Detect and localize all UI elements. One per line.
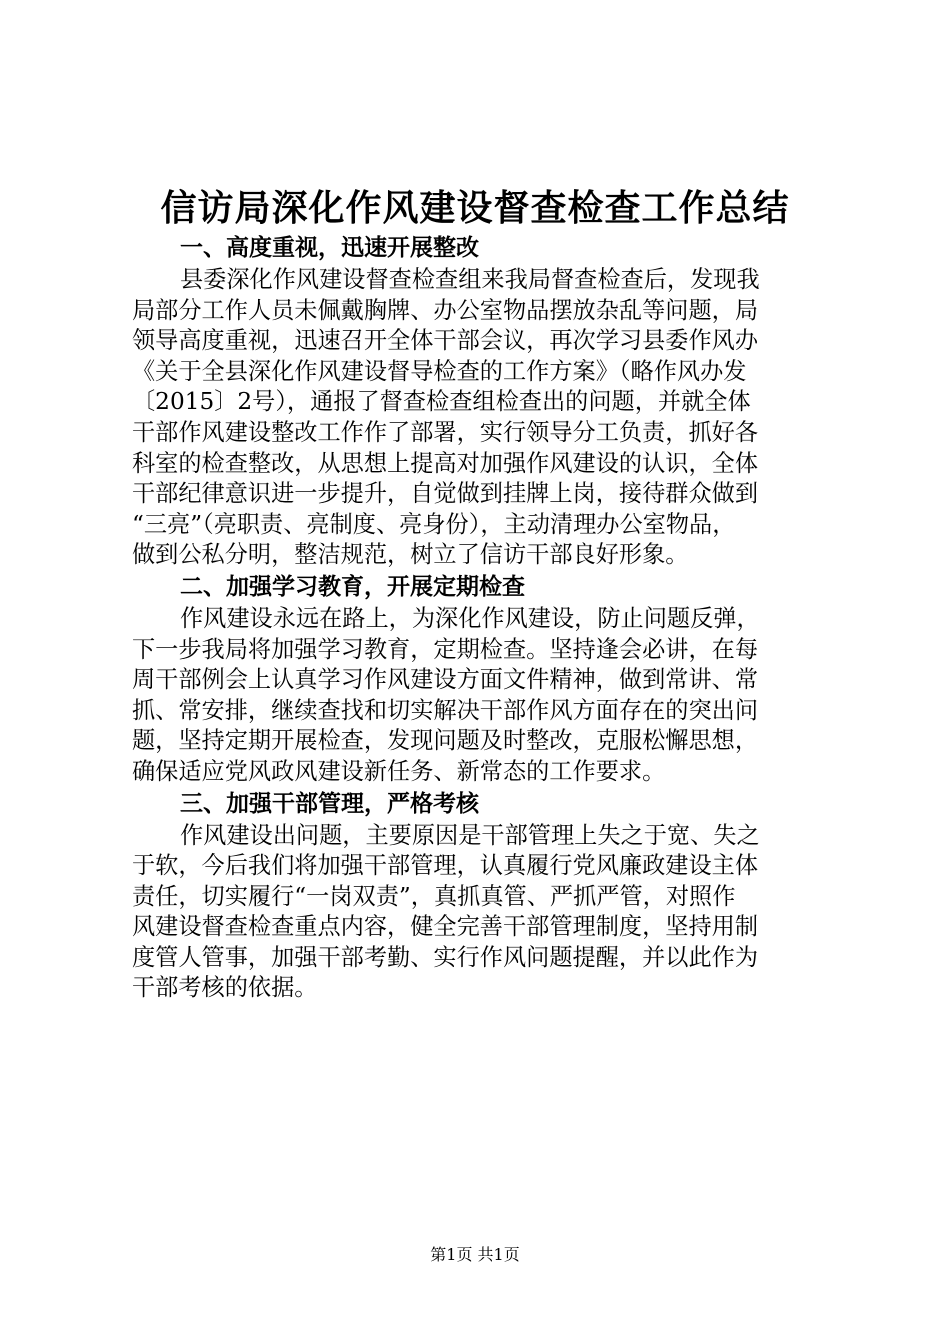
paragraph-line: 领导高度重视，迅速召开全体干部会议，再次学习县委作风办 xyxy=(132,327,759,355)
paragraph-line: 风建设督查检查重点内容，健全完善干部管理制度，坚持用制 xyxy=(132,913,759,941)
paragraph-line: 干部考核的依据。 xyxy=(132,974,318,1002)
paragraph-line: 责任，切实履行“一岗双责”，真抓真管、严抓严管，对照作 xyxy=(132,882,736,910)
section-1 xyxy=(132,232,856,571)
paragraph-line: 周干部例会上认真学习作风建设方面文件精神，做到常讲、常 xyxy=(132,666,759,694)
paragraph-line: 〔2015〕2号），通报了督查检查组检查出的问题，并就全体 xyxy=(132,388,751,416)
paragraph-line: 作风建设出问题，主要原因是干部管理上失之于宽、失之 xyxy=(180,821,760,849)
paragraph-line: 确保适应党风政风建设新任务、新常态的工作要求。 xyxy=(132,757,666,785)
section-paragraph xyxy=(132,604,856,788)
section-heading: 三、加强干部管理，严格考核 xyxy=(180,790,479,817)
paragraph-line: 度管人管事，加强干部考勤、实行作风问题提醒，并以此作为 xyxy=(132,943,759,971)
paragraph-line: 局部分工作人员未佩戴胸牌、办公室物品摆放杂乱等问题，局 xyxy=(132,296,759,324)
section-paragraph xyxy=(132,821,856,1005)
paragraph-line: 作风建设永远在路上，为深化作风建设，防止问题反弹， xyxy=(180,604,760,632)
paragraph-line: 题，坚持定期开展检查，发现问题及时整改，克服松懈思想， xyxy=(132,727,759,755)
paragraph-line: 科室的检查整改，从思想上提高对加强作风建设的认识，全体 xyxy=(132,449,759,477)
section-2 xyxy=(132,571,856,788)
document-title: 信访局深化作风建设督查检查工作总结 xyxy=(160,188,790,229)
paragraph-line: 干部纪律意识进一步提升，自觉做到挂牌上岗，接待群众做到 xyxy=(132,480,759,508)
section-paragraph xyxy=(132,265,856,571)
section-3 xyxy=(132,788,856,1005)
paragraph-line: 下一步我局将加强学习教育，定期检查。坚持逢会必讲，在每 xyxy=(132,635,759,663)
document-body xyxy=(132,232,856,1004)
page-footer: 第1页 共1页 xyxy=(430,1245,520,1264)
paragraph-line: 县委深化作风建设督查检查组来我局督查检查后，发现我 xyxy=(180,266,760,293)
section-heading: 一、高度重视，迅速开展整改 xyxy=(180,235,479,261)
paragraph-line: “三亮”（亮职责、亮制度、亮身份），主动清理办公室物品， xyxy=(132,510,736,538)
paragraph-line: 抓、常安排，继续查找和切实解决干部作风方面存在的突出问 xyxy=(132,696,759,724)
section-heading: 二、加强学习教育，开展定期检查 xyxy=(180,573,525,600)
paragraph-line: 做到公私分明，整洁规范，树立了信访干部良好形象。 xyxy=(132,541,689,569)
paragraph-line: 《关于全县深化作风建设督导检查的工作方案》（略作风办发 xyxy=(132,357,747,385)
paragraph-line: 干部作风建设整改工作作了部署，实行领导分工负责，抓好各 xyxy=(132,418,759,446)
paragraph-line: 于软，今后我们将加强干部管理，认真履行党风廉政建设主体 xyxy=(132,852,759,880)
